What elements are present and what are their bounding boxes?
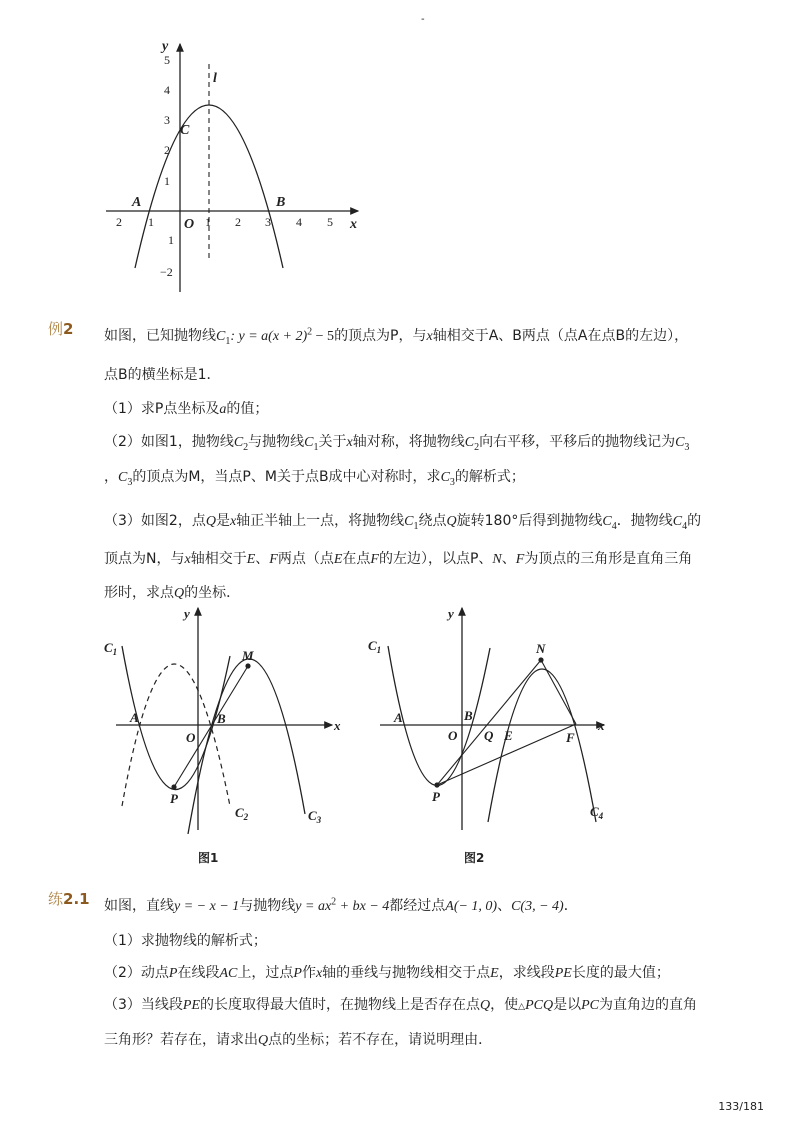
figure-parabola-axis [100,30,370,300]
ex2-question-1: （1）求P点坐标及a的值； [104,401,269,417]
figure-2-caption: 图2 [464,851,485,865]
y-tick: 1 [164,174,170,188]
x-tick: 1 [205,215,211,229]
label-C1: $C_1$ [368,638,382,655]
label-y: y [184,606,190,621]
page-number: 133/181 [718,1100,764,1113]
pr21-question-3-line-1: （3）当线段PE的长度取得最大值时，在抛物线上是否存在点Q，使△PCQ是以PC为直角边的直角 [104,997,697,1013]
ex2-question-3-line-3: 形时，求点Q的坐标． [104,585,241,601]
label-B: B [217,711,226,726]
y-tick: −2 [160,265,173,279]
line-NF [541,660,576,724]
point-P [171,784,176,789]
label-Q: Q [484,728,494,743]
figure-1 [100,604,350,834]
label-l: l [213,71,217,86]
label-E: E [504,728,513,743]
label-y: y [448,606,454,621]
ex2-question-3-line-1: （3）如图2，点Q是x轴正半轴上一点，将抛物线$C_1$绕点Q旋转180°后得到抛物线$C_4$．抛物线$C_4$的 [104,513,702,532]
line-PN [437,660,541,785]
figure-2 [360,604,620,834]
x-tick: 4 [296,215,302,229]
label-M: M [242,648,254,663]
label-C: C [180,123,190,138]
x-tick: 3 [265,215,271,229]
parabola-C1 [388,646,490,786]
ex2-line-1: 如图，已知抛物线$C_1$: $y = a(x + 2)^2 - 5$的顶点为P，与x轴相交于A、B两点（点A在点B的左边）， [104,326,689,347]
x-tick: 2 [116,215,122,229]
label-A: A [132,195,142,210]
pr21-line-1: 如图，直线y = − x − 1与抛物线$y = ax^2$ + bx − 4都经过点A(− 1, 0)、C(3, − 4)． [104,896,578,914]
y-tick: 1 [168,233,174,247]
figure-1-caption: 图1 [198,851,219,865]
pr21-question-1: （1）求抛物线的解析式； [104,933,267,949]
pr21-question-3-line-2: 三角形？若存在，请求出Q点的坐标；若不存在，请说明理由． [104,1032,493,1048]
label-x: x [598,718,605,733]
label-x: x [334,718,341,733]
label-C2: $C_2$ [235,805,249,822]
y-tick: 3 [164,113,170,127]
label-B: B [464,708,473,723]
ex2-question-2-line-1: （2）如图1，抛物线$C_2$与抛物线$C_1$关于x轴对称，将抛物线$C_2$向右平移，平移后的抛物线记为$C_3$ [104,434,690,453]
practice-2-1-tag: 练2.1 [48,890,90,908]
point-P [434,782,439,787]
parabola-C4 [488,669,596,822]
label-B: B [276,195,286,210]
label-P: P [432,789,440,804]
x-tick: 1 [148,215,154,229]
y-tick: 2 [164,143,170,157]
label-C1: $C_1$ [104,640,118,657]
x-tick: 5 [327,215,333,229]
parabola-C3 [188,659,305,834]
label-C3: $C_3$ [308,808,322,825]
label-N: N [536,641,546,656]
x-axis-label: x [350,217,357,232]
origin-label: O [184,217,195,232]
point-N [538,657,543,662]
label-O: O [186,730,196,745]
ex2-question-2-line-2: ，$C_3$的顶点为M，当点P、M关于点B成中心对称时，求$C_3$的解析式； [104,469,525,488]
pr21-question-2: （2）动点P在线段AC上，过点P作x轴的垂线与抛物线相交于点E，求线段PE长度的最大值； [104,965,670,981]
top-mark: - [421,14,425,25]
x-tick: 2 [235,215,241,229]
line-PM [174,666,248,787]
example-2-tag: 例2 [48,320,74,338]
label-A: A [394,710,403,725]
label-A: A [130,710,139,725]
label-F: F [566,730,575,745]
point-M [245,663,250,668]
y-tick: 4 [164,83,170,97]
ex2-question-3-line-2: 顶点为N，与x轴相交于E、F两点（点E在点F的左边），以点P、N、F为顶点的三角形是直角三角 [104,551,693,567]
y-tick: 5 [164,53,170,67]
y-axis-label: y [162,39,169,54]
label-P: P [170,791,178,806]
label-C4: $C_4$ [590,804,604,821]
ex2-line-2: 点B的横坐标是1． [104,367,221,383]
label-O: O [448,728,458,743]
